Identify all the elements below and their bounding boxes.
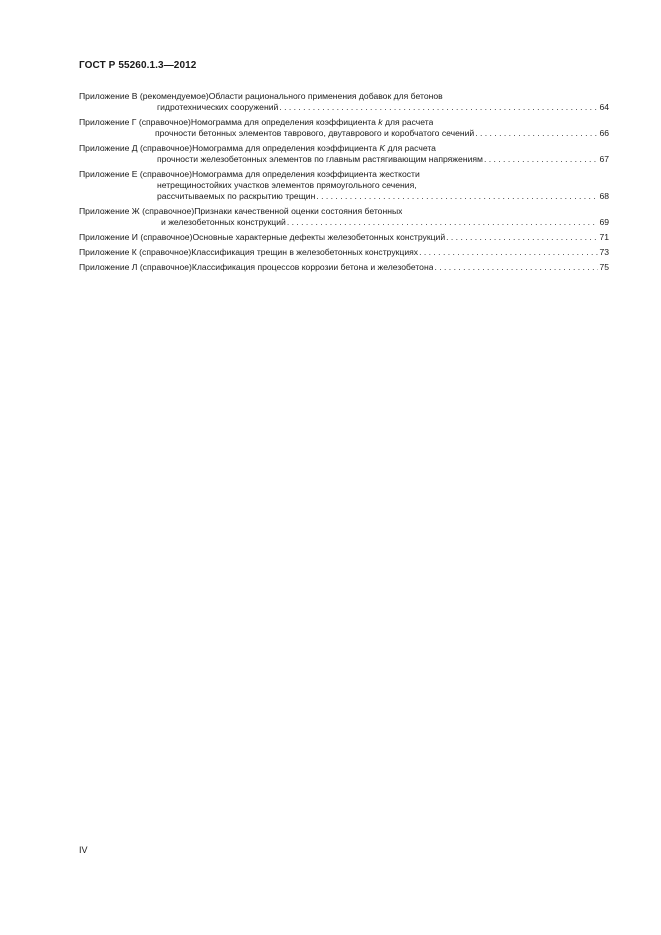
- toc-entry-title: Признаки качественной оценки состояния бетонных: [194, 206, 403, 216]
- toc-entry-title: Номограмма для определения коэффициента K для расчета: [192, 143, 436, 153]
- toc-leader-dots: [419, 247, 598, 258]
- toc-entry-appendix-g[interactable]: [79, 117, 609, 139]
- toc-page-number: 73: [599, 247, 609, 257]
- toc-leader-dots: [287, 217, 599, 228]
- toc-entry-appendix-i[interactable]: [79, 232, 609, 243]
- toc-entry-prefix: Приложение Г (справочное): [79, 117, 191, 127]
- toc-entry-title-cont: нетрещиностойких участков элементов прямоугольного сечения,: [157, 180, 417, 190]
- toc-page-number: 69: [599, 217, 609, 227]
- table-of-contents: [79, 91, 609, 277]
- toc-page-number: 75: [599, 262, 609, 272]
- toc-entry-appendix-d[interactable]: [79, 143, 609, 165]
- toc-entry-appendix-k[interactable]: [79, 247, 609, 258]
- toc-page-number: 71: [599, 232, 609, 242]
- toc-entry-title-cont: и железобетонных конструкций: [161, 217, 286, 227]
- toc-entry-prefix: Приложение Д (справочное): [79, 143, 193, 153]
- toc-leader-dots: [279, 102, 598, 113]
- toc-entry-prefix: Приложение Ж (справочное): [79, 206, 195, 216]
- toc-entry-title: Номограмма для определения коэффициента жесткости: [192, 169, 420, 179]
- toc-entry-appendix-zh[interactable]: [79, 206, 609, 228]
- toc-entry-title: Классификация трещин в железобетонных конструкциях: [191, 247, 419, 257]
- toc-page-number: 67: [599, 154, 609, 164]
- toc-leader-dots: [434, 262, 598, 273]
- toc-entry-title-cont: рассчитываемых по раскрытию трещин: [157, 191, 316, 201]
- toc-entry-title: Области рационального применения добавок для бетонов: [208, 91, 443, 101]
- toc-entry-prefix: Приложение В (рекомендуемое): [79, 91, 209, 101]
- toc-entry-prefix: Приложение Л (справочное): [79, 262, 192, 272]
- toc-entry-prefix: Приложение И (справочное): [79, 232, 193, 242]
- toc-entry-title-cont: прочности бетонных элементов таврового, двутаврового и коробчатого сечений: [155, 128, 475, 138]
- toc-entry-prefix: Приложение К (справочное): [79, 247, 192, 257]
- page-number-footer: IV: [79, 845, 88, 855]
- toc-leader-dots: [484, 154, 598, 165]
- toc-entry-title-cont: прочности железобетонных элементов по главным растягивающим напряжениям: [157, 154, 483, 164]
- toc-entry-title: Основные характерные дефекты железобетонных конструкций: [192, 232, 446, 242]
- toc-page-number: 64: [599, 102, 609, 112]
- toc-entry-appendix-e[interactable]: [79, 169, 609, 202]
- toc-page-number: 66: [599, 128, 609, 138]
- toc-leader-dots: [446, 232, 598, 243]
- toc-entry-title-cont: гидротехнических сооружений: [157, 102, 279, 112]
- toc-entry-appendix-v[interactable]: [79, 91, 609, 113]
- toc-entry-appendix-l[interactable]: [79, 262, 609, 273]
- toc-entry-title: Классификация процессов коррозии бетона и железобетона: [191, 262, 434, 272]
- toc-page-number: 68: [599, 191, 609, 201]
- toc-entry-prefix: Приложение Е (справочное): [79, 169, 192, 179]
- document-header: ГОСТ Р 55260.1.3—2012: [79, 60, 197, 71]
- toc-entry-title: Номограмма для определения коэффициента k для расчета: [190, 117, 434, 127]
- toc-leader-dots: [316, 191, 598, 202]
- toc-leader-dots: [475, 128, 598, 139]
